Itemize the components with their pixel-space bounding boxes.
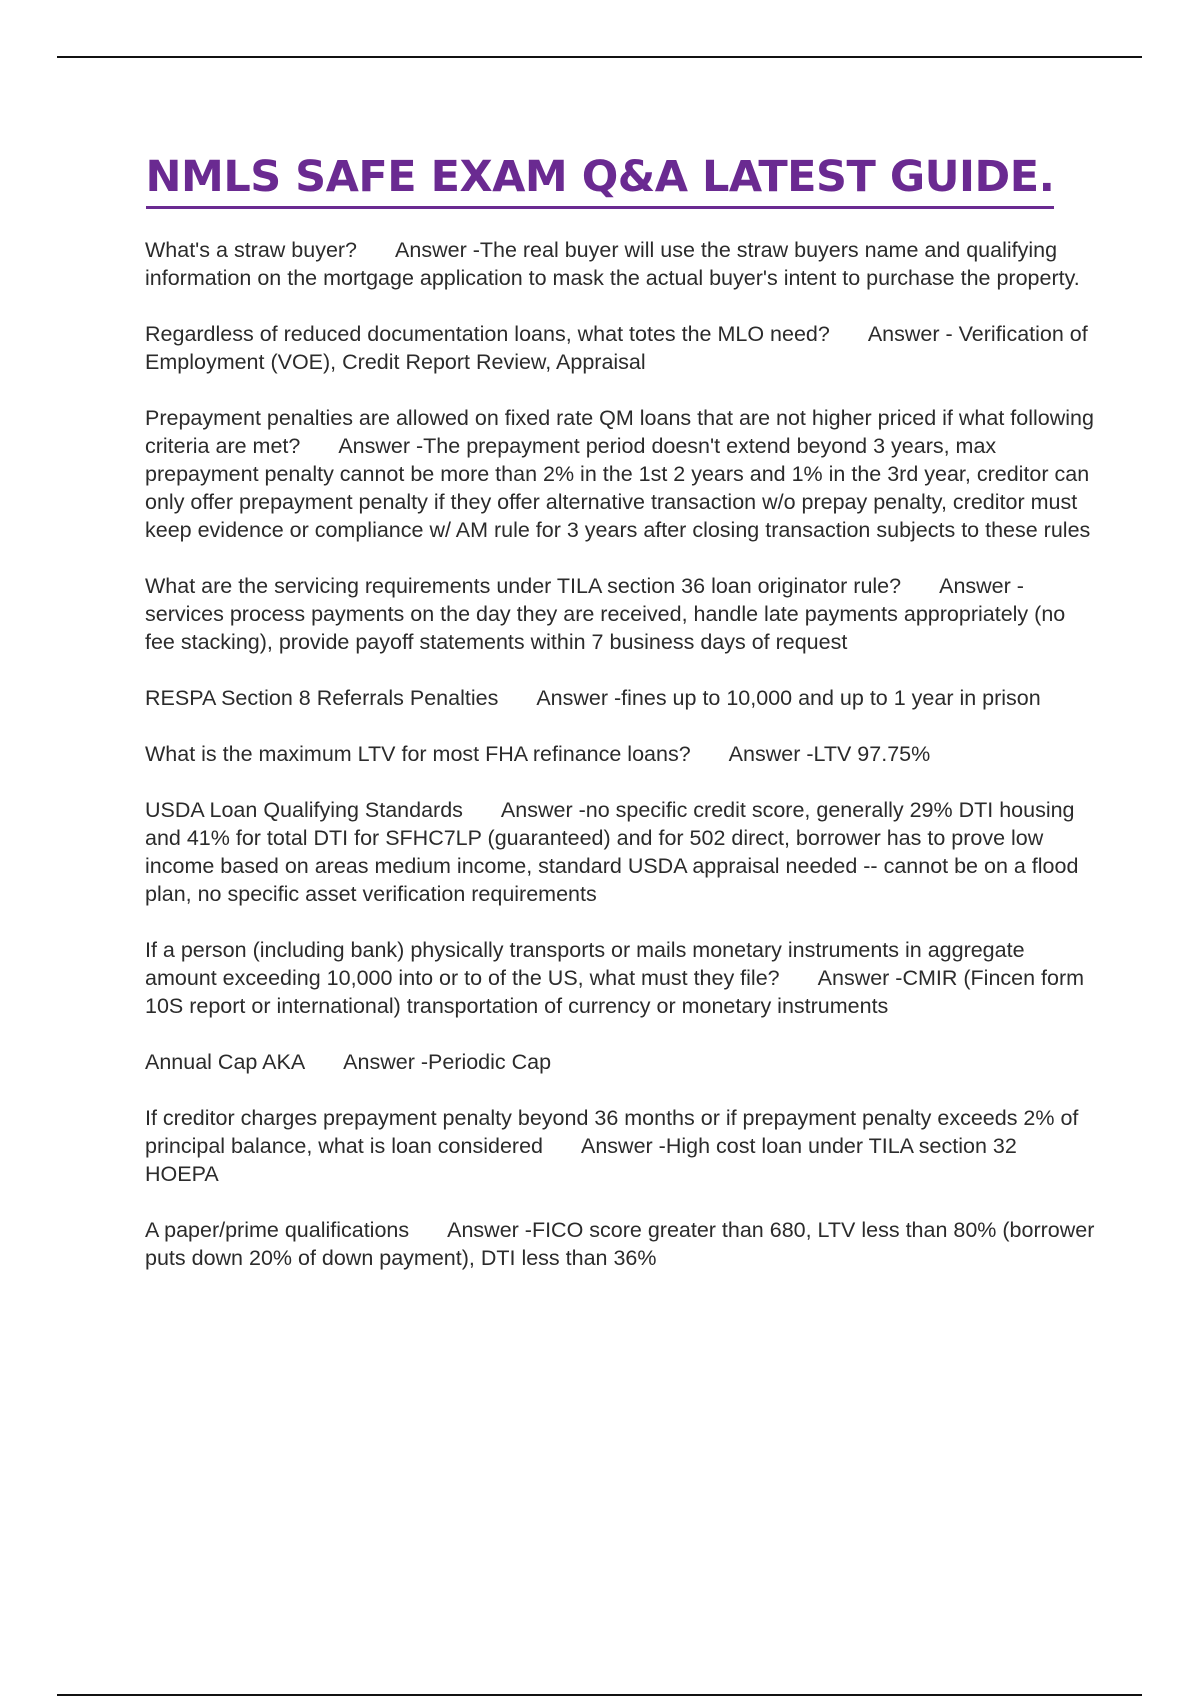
question-text: If creditor charges prepayment penalty beyond 36 months or if prepayment penalty exceeds 2% of principal balance, what is loan considered <box>145 1106 1079 1158</box>
qa-item <box>145 796 1095 908</box>
question-text: Prepayment penalties are allowed on fixed rate QM loans that are not higher priced if what following criteria are met? <box>145 406 1094 458</box>
qa-item <box>145 320 1095 376</box>
answer-text: Answer -LTV 97.75% <box>728 742 931 766</box>
answer-text: Answer -High cost loan under TILA section 32 HOEPA <box>145 1134 1017 1186</box>
answer-text: Answer -FICO score greater than 680, LTV less than 80% (borrower puts down 20% of down payment), DTI less than 36% <box>145 1218 1095 1270</box>
qa-item <box>145 236 1095 292</box>
question-text: What is the maximum LTV for most FHA refinance loans? <box>145 742 691 766</box>
answer-text: Answer -The prepayment period doesn't extend beyond 3 years, max prepayment penalty cannot be more than 2% in the 1st 2 years and 1% in the 3rd year, creditor can only offer prepayment penalty if they offer alternative transaction w/o prepay penalty, creditor must keep evidence or compliance w/ AM rule for 3 years after closing transaction subjects to these rules <box>145 434 1091 542</box>
answer-text: Answer -no specific credit score, generally 29% DTI housing and 41% for total DTI for SFHC7LP (guaranteed) and for 502 direct, borrower has to prove low income based on areas medium income, standard USDA appraisal needed -- cannot be on a flood plan, no specific asset verification requirements <box>145 798 1079 906</box>
question-text: A paper/prime qualifications <box>145 1218 410 1242</box>
qa-item <box>145 572 1095 656</box>
title-container <box>0 150 1200 209</box>
qa-list <box>145 236 1095 1300</box>
answer-text: Answer -Periodic Cap <box>343 1050 552 1074</box>
qa-item <box>145 684 1095 712</box>
question-text: Annual Cap AKA <box>145 1050 306 1074</box>
qa-item <box>145 740 1095 768</box>
answer-text: Answer -services process payments on the day they are received, handle late payments appropriately (no fee stacking), provide payoff statements within 7 business days of request <box>145 574 1066 654</box>
answer-text: Answer -fines up to 10,000 and up to 1 year in prison <box>536 686 1041 710</box>
qa-item <box>145 1048 1095 1076</box>
qa-item <box>145 1104 1095 1188</box>
header-rule <box>57 56 1142 58</box>
answer-text: Answer -The real buyer will use the straw buyers name and qualifying information on the mortgage application to mask the actual buyer's intent to purchase the property. <box>145 238 1080 290</box>
answer-text: Answer -CMIR (Fincen form 10S report or international) transportation of currency or monetary instruments <box>145 966 1085 1018</box>
question-text: USDA Loan Qualifying Standards <box>145 798 463 822</box>
question-text: RESPA Section 8 Referrals Penalties <box>145 686 499 710</box>
document-title: NMLS SAFE EXAM Q&A LATEST GUIDE. <box>146 150 1055 209</box>
question-text: What's a straw buyer? <box>145 238 358 262</box>
qa-item <box>145 404 1095 544</box>
qa-item <box>145 936 1095 1020</box>
question-text: If a person (including bank) physically transports or mails monetary instruments in aggregate amount exceeding 10,000 into or to of the US, what must they file? <box>145 938 1025 990</box>
answer-text: Answer - Verification of Employment (VOE), Credit Report Review, Appraisal <box>145 322 1088 374</box>
question-text: What are the servicing requirements under TILA section 36 loan originator rule? <box>145 574 902 598</box>
qa-item <box>145 1216 1095 1272</box>
footer-rule <box>57 1694 1142 1696</box>
question-text: Regardless of reduced documentation loans, what totes the MLO need? <box>145 322 830 346</box>
